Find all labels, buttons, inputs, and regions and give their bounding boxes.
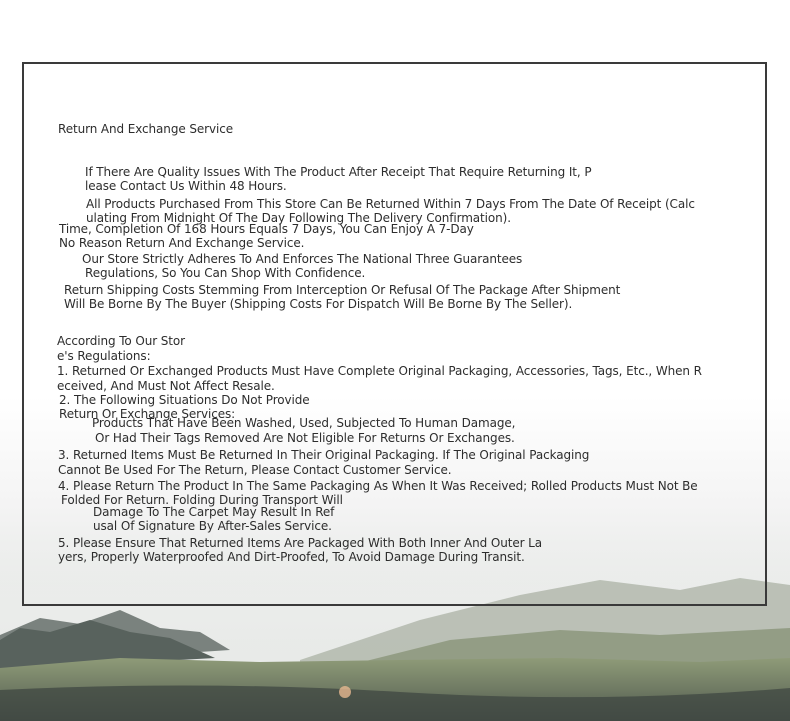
regulation-line: Damage To The Carpet May Result In Ref: [93, 505, 335, 519]
regulation-line: Cannot Be Used For The Return, Please Contact Customer Service.: [58, 463, 452, 477]
regulation-line: 4. Please Return The Product In The Same Packaging As When It Was Received; Rolled Products Must Not Be: [58, 479, 698, 493]
intro-line: ulating From Midnight Of The Day Following The Delivery Confirmation).: [86, 211, 511, 225]
regulation-line: Folded For Return. Folding During Transport Will: [61, 493, 343, 507]
intro-line: If There Are Quality Issues With The Product After Receipt That Require Returning It, P: [85, 165, 592, 179]
regulation-line: 5. Please Ensure That Returned Items Are Packaged With Both Inner And Outer La: [58, 536, 543, 550]
regulation-line: Or Had Their Tags Removed Are Not Eligible For Returns Or Exchanges.: [95, 431, 515, 445]
regulation-line: Products That Have Been Washed, Used, Subjected To Human Damage,: [92, 416, 516, 430]
regulation-line: According To Our Stor: [57, 334, 185, 348]
regulation-line: 3. Returned Items Must Be Returned In Their Original Packaging. If The Original Packaging: [58, 448, 590, 462]
regulation-line: e's Regulations:: [57, 349, 151, 363]
intro-line: Regulations, So You Can Shop With Confidence.: [85, 266, 366, 280]
intro-line: All Products Purchased From This Store Can Be Returned Within 7 Days From The Date Of Receipt (Calc: [86, 197, 695, 211]
intro-line: No Reason Return And Exchange Service.: [59, 236, 305, 250]
intro-line: Will Be Borne By The Buyer (Shipping Costs For Dispatch Will Be Borne By The Seller).: [64, 297, 573, 311]
regulation-line: 1. Returned Or Exchanged Products Must Have Complete Original Packaging, Accessories, Tags, Etc., When R: [57, 364, 702, 378]
intro-line: Return Shipping Costs Stemming From Interception Or Refusal Of The Package After Shipment: [64, 283, 621, 297]
regulation-line: 2. The Following Situations Do Not Provide: [59, 393, 310, 407]
regulation-line: eceived, And Must Not Affect Resale.: [57, 379, 275, 393]
intro-line: Our Store Strictly Adheres To And Enforces The National Three Guarantees: [82, 252, 523, 266]
intro-line: Time, Completion Of 168 Hours Equals 7 Days, You Can Enjoy A 7-Day: [59, 222, 474, 236]
regulation-line: yers, Properly Waterproofed And Dirt-Proofed, To Avoid Damage During Transit.: [58, 550, 525, 564]
intro-line: lease Contact Us Within 48 Hours.: [85, 179, 287, 193]
regulation-line: usal Of Signature By After-Sales Service.: [93, 519, 332, 533]
regulation-line: Return Or Exchange Services:: [59, 407, 236, 421]
page-title: Return And Exchange Service: [58, 122, 233, 136]
